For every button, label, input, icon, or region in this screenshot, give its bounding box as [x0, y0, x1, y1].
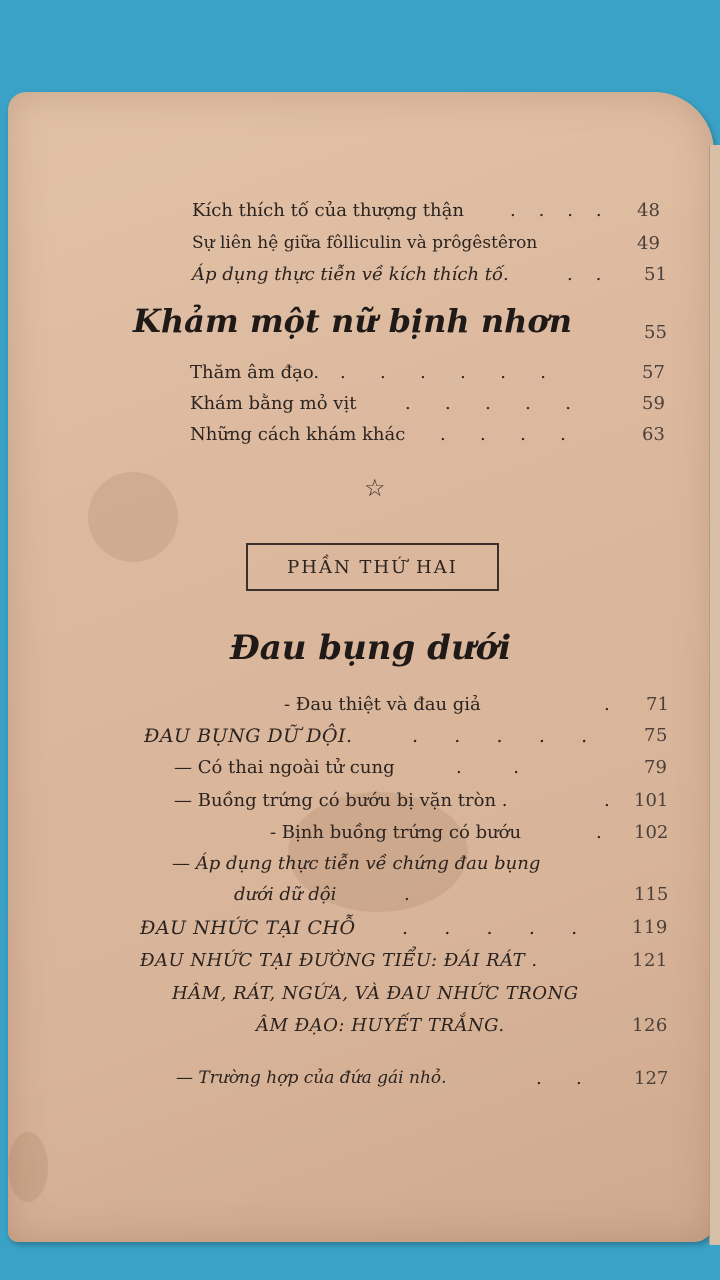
- toc-entry: Khám bằng mỏ vịt . . . . . 59: [190, 393, 665, 414]
- toc-entry: Thăm âm đạo. . . . . . . 57: [190, 362, 665, 383]
- toc-entry-page: 121: [632, 950, 668, 971]
- toc-entry: [140, 950, 668, 976]
- toc-entry-label: - Bịnh buồng trứng có bướu: [270, 822, 522, 843]
- toc-entry-page: 51: [644, 264, 667, 285]
- toc-entry: Những cách khám khác . . . . 63: [190, 424, 665, 445]
- toc-entry: [172, 853, 664, 879]
- toc-entry-label: — Có thai ngoài tử cung: [174, 757, 395, 778]
- toc-entry-label: — Trường hợp của đứa gái nhỏ.: [176, 1068, 447, 1088]
- toc-entry-label: Áp dụng thực tiễn về kích thích tố.: [192, 264, 509, 285]
- toc-entry: [172, 983, 664, 1009]
- toc-entry-label: HÂM, RÁT, NGỨA, VÀ ĐAU NHỨC TRONG: [172, 983, 579, 1004]
- toc-entry-page: 48: [637, 200, 660, 221]
- toc-entry-label: — Áp dụng thực tiễn về chứng đau bụng: [172, 853, 541, 874]
- toc-entry-label: — Buồng trứng có bướu bị vặn tròn .: [174, 790, 508, 811]
- toc-entry: [256, 1015, 668, 1041]
- toc-entry-page: 119: [632, 917, 668, 938]
- toc-entry-page: 102: [634, 822, 669, 843]
- toc-entry-label: ĐAU NHỨC TẠI CHỖ: [140, 917, 356, 939]
- toc-entry: dưới dữ dội . 115: [234, 884, 669, 905]
- toc-entry: — Buồng trứng có bướu bị vặn tròn . . 101: [174, 790, 669, 811]
- toc-entry-label: ĐAU NHỨC TẠI ĐƯỜNG TIỂU: ĐÁI RÁT .: [140, 950, 538, 971]
- section-title: Đau bụng dưới: [230, 628, 512, 668]
- toc-entry-page: 59: [642, 393, 665, 414]
- page-edge: [709, 145, 720, 1245]
- toc-entry-page: 57: [642, 362, 665, 383]
- toc-entry-label: ĐAU BỤNG DỮ DỘI.: [144, 725, 353, 747]
- paper-stain: [88, 472, 178, 562]
- toc-entry-label: Kích thích tố của thượng thận: [192, 200, 464, 221]
- toc-entry: — Trường hợp của đứa gái nhỏ. . . 127: [176, 1068, 669, 1089]
- toc-entry-page: 127: [634, 1068, 669, 1089]
- toc-entry-page: 63: [642, 424, 665, 445]
- paper-stain: [8, 1132, 48, 1202]
- toc-entry-page: 101: [634, 790, 669, 811]
- toc-entry: ĐAU BỤNG DỮ DỘI. . . . . . 75: [144, 725, 668, 747]
- toc-entry: - Đau thiệt và đau giả . 71: [284, 694, 669, 715]
- toc-entry-page: 49: [637, 233, 660, 254]
- part-heading-box: [246, 543, 499, 591]
- toc-entry-label: - Đau thiệt và đau giả: [284, 694, 481, 715]
- toc-entry: ĐAU NHỨC TẠI CHỖ . . . . . 119: [140, 917, 668, 939]
- toc-entry-page: 115: [634, 884, 669, 905]
- toc-entry-label: ÂM ĐẠO: HUYẾT TRẮNG.: [256, 1015, 505, 1036]
- toc-entry: [192, 233, 662, 259]
- star-icon: ☆: [364, 474, 386, 502]
- section-title-page: 55: [644, 322, 667, 343]
- toc-entry-label: Những cách khám khác: [190, 424, 406, 445]
- toc-entry-label: Sự liên hệ giữa fôlliculin và prôgêstêron: [192, 233, 538, 253]
- toc-entry-page: 126: [632, 1015, 668, 1036]
- toc-entry-page: 79: [644, 757, 667, 778]
- toc-entry: — Có thai ngoài tử cung . . 79: [174, 757, 667, 778]
- toc-entry: Kích thích tố của thượng thận . . . . 48: [192, 200, 660, 221]
- toc-entry-label: Thăm âm đạo.: [190, 362, 320, 383]
- toc-entry-label: dưới dữ dội: [234, 884, 337, 905]
- toc-entry-page: 71: [646, 694, 669, 715]
- part-heading: PHẦN THỨ HAI: [287, 556, 458, 578]
- toc-entry: - Bịnh buồng trứng có bướu . 102: [270, 822, 669, 843]
- toc-entry: Áp dụng thực tiễn về kích thích tố. . . 51: [192, 264, 667, 285]
- section-title: Khảm một nữ bịnh nhơn: [133, 302, 572, 340]
- toc-entry-page: 75: [644, 725, 668, 746]
- toc-entry-label: Khám bằng mỏ vịt: [190, 393, 357, 414]
